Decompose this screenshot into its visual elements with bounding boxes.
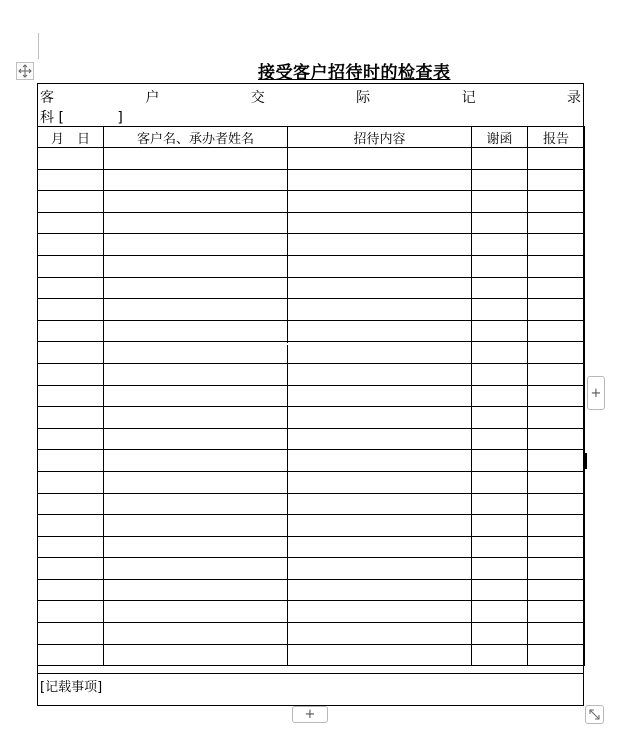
table-row	[38, 363, 585, 385]
table-row	[38, 558, 585, 580]
table-cell[interactable]	[38, 601, 104, 623]
table-cell[interactable]	[288, 450, 472, 472]
table-cell[interactable]	[288, 493, 472, 515]
table-cell[interactable]	[472, 428, 528, 450]
table-cell[interactable]	[38, 320, 104, 342]
table-cell[interactable]	[288, 644, 472, 666]
table-cell[interactable]	[288, 212, 472, 234]
table-cell[interactable]	[288, 234, 472, 256]
table-cell[interactable]	[528, 363, 585, 385]
table-cell[interactable]	[38, 579, 104, 601]
table-row	[38, 342, 585, 364]
table-cell[interactable]	[38, 493, 104, 515]
table-cell[interactable]	[104, 299, 288, 321]
header-row	[38, 127, 585, 148]
table-cell[interactable]	[38, 148, 104, 170]
header-content: 招待内容	[288, 127, 472, 148]
table-row	[38, 148, 585, 170]
table-cell[interactable]	[104, 342, 288, 364]
table-cell[interactable]	[472, 148, 528, 170]
table-cell[interactable]	[38, 234, 104, 256]
table-cell[interactable]	[528, 277, 585, 299]
table-cell[interactable]	[528, 342, 585, 364]
table-cell[interactable]	[38, 450, 104, 472]
table-cell[interactable]	[288, 363, 472, 385]
table-cell[interactable]	[288, 342, 472, 364]
table-move-handle[interactable]	[16, 62, 34, 80]
table-cell[interactable]	[528, 169, 585, 191]
table-row	[38, 579, 585, 601]
table-cell[interactable]	[472, 299, 528, 321]
table-cell[interactable]	[104, 450, 288, 472]
table-cell[interactable]	[38, 407, 104, 429]
table-cell[interactable]	[472, 320, 528, 342]
table-cell[interactable]	[528, 579, 585, 601]
table-cell[interactable]	[288, 191, 472, 213]
table-cell[interactable]	[528, 191, 585, 213]
department-char: 客	[40, 90, 54, 106]
table-cell[interactable]	[472, 212, 528, 234]
table-cell[interactable]	[288, 169, 472, 191]
table-cell[interactable]	[472, 558, 528, 580]
table-cell[interactable]	[528, 385, 585, 407]
table-cell[interactable]	[104, 169, 288, 191]
table-cell[interactable]	[38, 428, 104, 450]
table-cell[interactable]	[472, 450, 528, 472]
table-cell[interactable]	[288, 148, 472, 170]
table-cell[interactable]	[104, 623, 288, 645]
table-cell[interactable]	[472, 644, 528, 666]
table-row	[38, 255, 585, 277]
checklist-table	[37, 83, 584, 706]
text-cursor	[585, 453, 587, 469]
table-cell[interactable]	[288, 385, 472, 407]
department-char: 交	[250, 90, 265, 106]
table-cell[interactable]	[472, 342, 528, 364]
table-cell[interactable]	[472, 277, 528, 299]
table-cell[interactable]	[528, 234, 585, 256]
header-customer-name: 客户名、承办者姓名	[104, 127, 288, 148]
department-record-row	[38, 84, 583, 127]
margin-corner-mark	[38, 33, 41, 59]
header-thank-letter: 谢函	[472, 127, 528, 148]
table-row	[38, 623, 585, 645]
table-row	[38, 169, 585, 191]
table-cell[interactable]	[472, 255, 528, 277]
table-cell[interactable]	[38, 363, 104, 385]
table-cell[interactable]	[104, 493, 288, 515]
table-cell[interactable]	[472, 579, 528, 601]
document-title: 接受客户招待时的检查表	[258, 63, 451, 83]
table-cell[interactable]	[104, 363, 288, 385]
table-cell[interactable]	[38, 623, 104, 645]
table-row	[38, 515, 585, 537]
table-cell[interactable]	[528, 450, 585, 472]
table-cell[interactable]	[288, 623, 472, 645]
table-cell[interactable]	[528, 148, 585, 170]
table-cell[interactable]	[38, 558, 104, 580]
table-cell[interactable]	[38, 277, 104, 299]
department-line-1	[40, 87, 581, 105]
table-cell[interactable]	[472, 363, 528, 385]
table-cell[interactable]	[38, 471, 104, 493]
table-row	[38, 191, 585, 213]
table-cell[interactable]	[288, 558, 472, 580]
table-row	[38, 536, 585, 558]
table-cell[interactable]	[288, 601, 472, 623]
notes-section[interactable]	[38, 673, 583, 706]
selection-dash	[246, 343, 380, 345]
table-cell[interactable]	[104, 234, 288, 256]
table-cell[interactable]	[288, 320, 472, 342]
table-cell[interactable]	[38, 191, 104, 213]
table-cell[interactable]	[472, 169, 528, 191]
table-cell[interactable]	[472, 234, 528, 256]
table-cell[interactable]	[104, 601, 288, 623]
resize-diagonal-icon	[586, 706, 603, 723]
table-cell[interactable]	[38, 342, 104, 364]
table-row	[38, 644, 585, 666]
table-cell[interactable]	[472, 623, 528, 645]
add-column-button[interactable]: +	[587, 376, 605, 410]
table-cell[interactable]	[472, 493, 528, 515]
department-char: 录	[566, 90, 581, 106]
table-cell[interactable]	[288, 579, 472, 601]
table-cell[interactable]	[528, 558, 585, 580]
move-arrows-icon	[17, 63, 33, 79]
table-cell[interactable]	[104, 515, 288, 537]
department-char: 户	[145, 90, 160, 106]
table-cell[interactable]	[528, 299, 585, 321]
table-cell[interactable]	[528, 644, 585, 666]
table-cell[interactable]	[528, 320, 585, 342]
table-resize-handle[interactable]	[585, 705, 604, 724]
table-cell[interactable]	[288, 515, 472, 537]
table-cell[interactable]	[38, 169, 104, 191]
table-cell[interactable]	[528, 623, 585, 645]
table-row	[38, 428, 585, 450]
header-report: 报告	[528, 127, 585, 148]
table-row	[38, 450, 585, 472]
table-cell[interactable]	[288, 536, 472, 558]
table-cell[interactable]	[472, 471, 528, 493]
table-row	[38, 299, 585, 321]
table-cell[interactable]	[104, 558, 288, 580]
table-cell[interactable]	[104, 191, 288, 213]
table-cell[interactable]	[104, 148, 288, 170]
table-cell[interactable]	[528, 471, 585, 493]
table-cell[interactable]	[38, 299, 104, 321]
table-cell[interactable]	[288, 255, 472, 277]
table-cell[interactable]	[38, 255, 104, 277]
table-cell[interactable]	[104, 536, 288, 558]
table-cell[interactable]	[288, 277, 472, 299]
table-row	[38, 493, 585, 515]
table-cell[interactable]	[288, 407, 472, 429]
table-row	[38, 601, 585, 623]
table-cell[interactable]	[528, 493, 585, 515]
record-grid	[37, 126, 585, 666]
table-row	[38, 212, 585, 234]
department-line-2: 科 [ ]	[40, 110, 123, 126]
table-row	[38, 234, 585, 256]
table-cell[interactable]	[472, 515, 528, 537]
table-row	[38, 277, 585, 299]
table-cell[interactable]	[104, 255, 288, 277]
table-cell[interactable]	[528, 212, 585, 234]
table-cell[interactable]	[38, 385, 104, 407]
table-cell[interactable]	[528, 601, 585, 623]
table-cell[interactable]	[472, 407, 528, 429]
table-cell[interactable]	[104, 579, 288, 601]
table-cell[interactable]	[104, 471, 288, 493]
department-char: 际	[356, 90, 371, 106]
table-cell[interactable]	[288, 299, 472, 321]
table-cell[interactable]	[104, 644, 288, 666]
table-row	[38, 407, 585, 429]
table-cell[interactable]	[104, 320, 288, 342]
table-cell[interactable]	[38, 536, 104, 558]
header-date: 月 日	[38, 127, 104, 148]
table-cell[interactable]	[472, 385, 528, 407]
table-cell[interactable]	[104, 385, 288, 407]
table-row	[38, 385, 585, 407]
table-row	[38, 320, 585, 342]
table-cell[interactable]	[38, 212, 104, 234]
table-cell[interactable]	[104, 212, 288, 234]
table-cell[interactable]	[472, 536, 528, 558]
department-char: 记	[461, 90, 476, 106]
add-row-button[interactable]: +	[292, 706, 328, 723]
table-cell[interactable]	[38, 515, 104, 537]
notes-label: [记载事项]	[40, 680, 103, 695]
table-cell[interactable]	[104, 277, 288, 299]
table-cell[interactable]	[104, 428, 288, 450]
table-cell[interactable]	[528, 428, 585, 450]
table-cell[interactable]	[528, 407, 585, 429]
table-cell[interactable]	[288, 428, 472, 450]
table-cell[interactable]	[528, 515, 585, 537]
table-cell[interactable]	[288, 471, 472, 493]
table-cell[interactable]	[528, 536, 585, 558]
table-cell[interactable]	[104, 407, 288, 429]
table-cell[interactable]	[472, 191, 528, 213]
table-cell[interactable]	[472, 601, 528, 623]
table-cell[interactable]	[528, 255, 585, 277]
table-cell[interactable]	[38, 644, 104, 666]
table-row	[38, 471, 585, 493]
